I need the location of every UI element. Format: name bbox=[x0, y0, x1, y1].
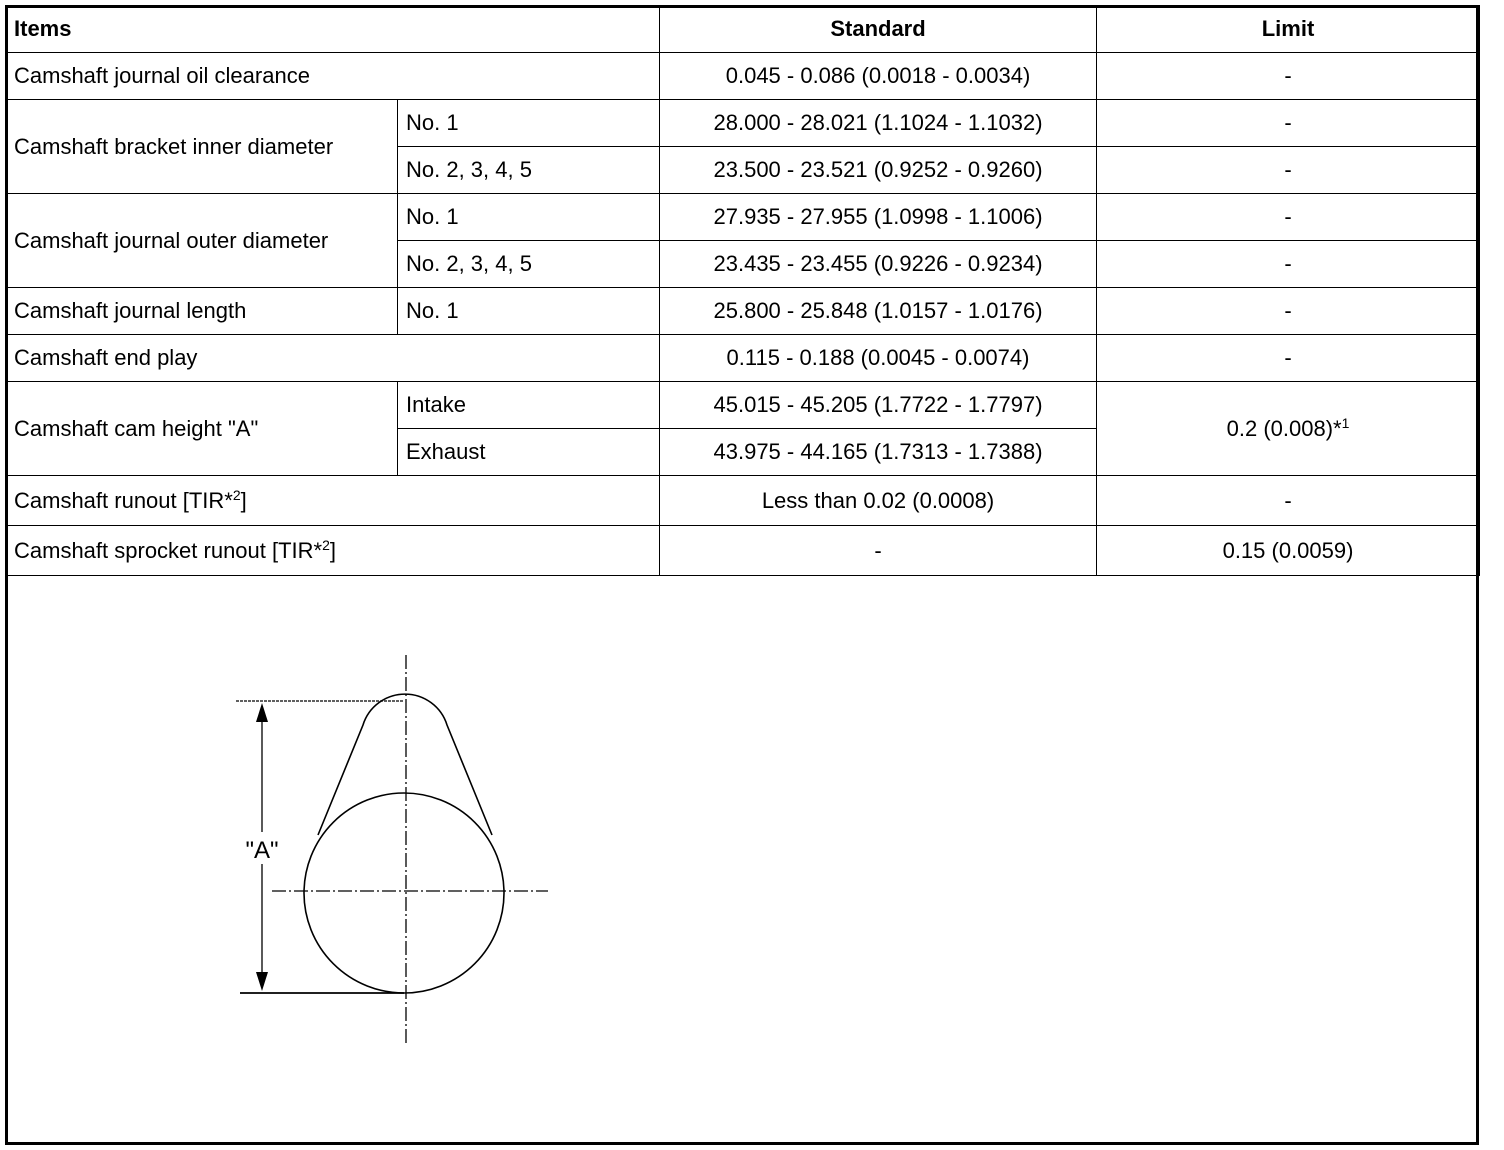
sub-label-cell: No. 2, 3, 4, 5 bbox=[398, 147, 660, 194]
sub-label-cell: Exhaust bbox=[398, 429, 660, 476]
limit-cell: - bbox=[1097, 194, 1480, 241]
limit-cell: - bbox=[1097, 147, 1480, 194]
item-cell: Camshaft cam height "A" bbox=[6, 382, 398, 476]
limit-cell: - bbox=[1097, 53, 1480, 100]
footnote-marker: 1 bbox=[1341, 414, 1350, 431]
limit-text: 0.2 (0.008)* bbox=[1226, 415, 1342, 441]
sub-label-cell: No. 2, 3, 4, 5 bbox=[398, 241, 660, 288]
standard-cell: Less than 0.02 (0.0008) bbox=[660, 476, 1097, 526]
standard-cell: 23.500 - 23.521 (0.9252 - 0.9260) bbox=[660, 147, 1097, 194]
footnote-marker: 2 bbox=[322, 536, 330, 553]
limit-cell: - bbox=[1097, 288, 1480, 335]
standard-cell: 27.935 - 27.955 (1.0998 - 1.1006) bbox=[660, 194, 1097, 241]
limit-cell: - bbox=[1097, 100, 1480, 147]
header-standard: Standard bbox=[660, 6, 1097, 53]
item-cell bbox=[6, 476, 660, 526]
table-row bbox=[6, 288, 1480, 335]
camshaft-spec-table bbox=[5, 5, 1480, 576]
standard-cell: 45.015 - 45.205 (1.7722 - 1.7797) bbox=[660, 382, 1097, 429]
limit-cell: - bbox=[1097, 476, 1480, 526]
arrowhead-down-icon bbox=[256, 972, 268, 991]
sub-label-cell: No. 1 bbox=[398, 288, 660, 335]
sub-label-cell: No. 1 bbox=[398, 194, 660, 241]
cam-height-diagram bbox=[220, 650, 560, 1050]
limit-cell bbox=[1097, 382, 1480, 476]
dimension-label: "A" bbox=[245, 837, 279, 864]
item-cell: Camshaft journal outer diameter bbox=[6, 194, 398, 288]
standard-cell: 23.435 - 23.455 (0.9226 - 0.9234) bbox=[660, 241, 1097, 288]
table-header-row bbox=[6, 6, 1480, 53]
sub-label-cell: Intake bbox=[398, 382, 660, 429]
item-text-end: ] bbox=[329, 537, 337, 563]
limit-cell: 0.15 (0.0059) bbox=[1097, 526, 1480, 576]
item-cell: Camshaft journal oil clearance bbox=[6, 53, 660, 100]
table-row bbox=[6, 526, 1480, 576]
table-row bbox=[6, 382, 1480, 429]
standard-cell: - bbox=[660, 526, 1097, 576]
standard-cell: 0.045 - 0.086 (0.0018 - 0.0034) bbox=[660, 53, 1097, 100]
sub-label-cell: No. 1 bbox=[398, 100, 660, 147]
header-limit: Limit bbox=[1097, 6, 1480, 53]
table-row bbox=[6, 194, 1480, 241]
item-text-end: ] bbox=[240, 487, 247, 513]
footnote-marker: 2 bbox=[232, 486, 241, 503]
table-row bbox=[6, 476, 1480, 526]
table-row bbox=[6, 53, 1480, 100]
table-row bbox=[6, 100, 1480, 147]
standard-cell: 43.975 - 44.165 (1.7313 - 1.7388) bbox=[660, 429, 1097, 476]
limit-cell: - bbox=[1097, 335, 1480, 382]
standard-cell: 0.115 - 0.188 (0.0045 - 0.0074) bbox=[660, 335, 1097, 382]
item-cell: Camshaft end play bbox=[6, 335, 660, 382]
header-items: Items bbox=[6, 6, 660, 53]
item-text: Camshaft sprocket runout [TIR* bbox=[14, 537, 323, 563]
standard-cell: 25.800 - 25.848 (1.0157 - 1.0176) bbox=[660, 288, 1097, 335]
standard-cell: 28.000 - 28.021 (1.1024 - 1.1032) bbox=[660, 100, 1097, 147]
item-cell: Camshaft bracket inner diameter bbox=[6, 100, 398, 194]
item-cell bbox=[6, 526, 660, 576]
item-cell: Camshaft journal length bbox=[6, 288, 398, 335]
item-text: Camshaft runout [TIR* bbox=[14, 487, 233, 513]
arrowhead-up-icon bbox=[256, 703, 268, 722]
base-circle bbox=[304, 793, 504, 993]
limit-cell: - bbox=[1097, 241, 1480, 288]
table-row bbox=[6, 335, 1480, 382]
